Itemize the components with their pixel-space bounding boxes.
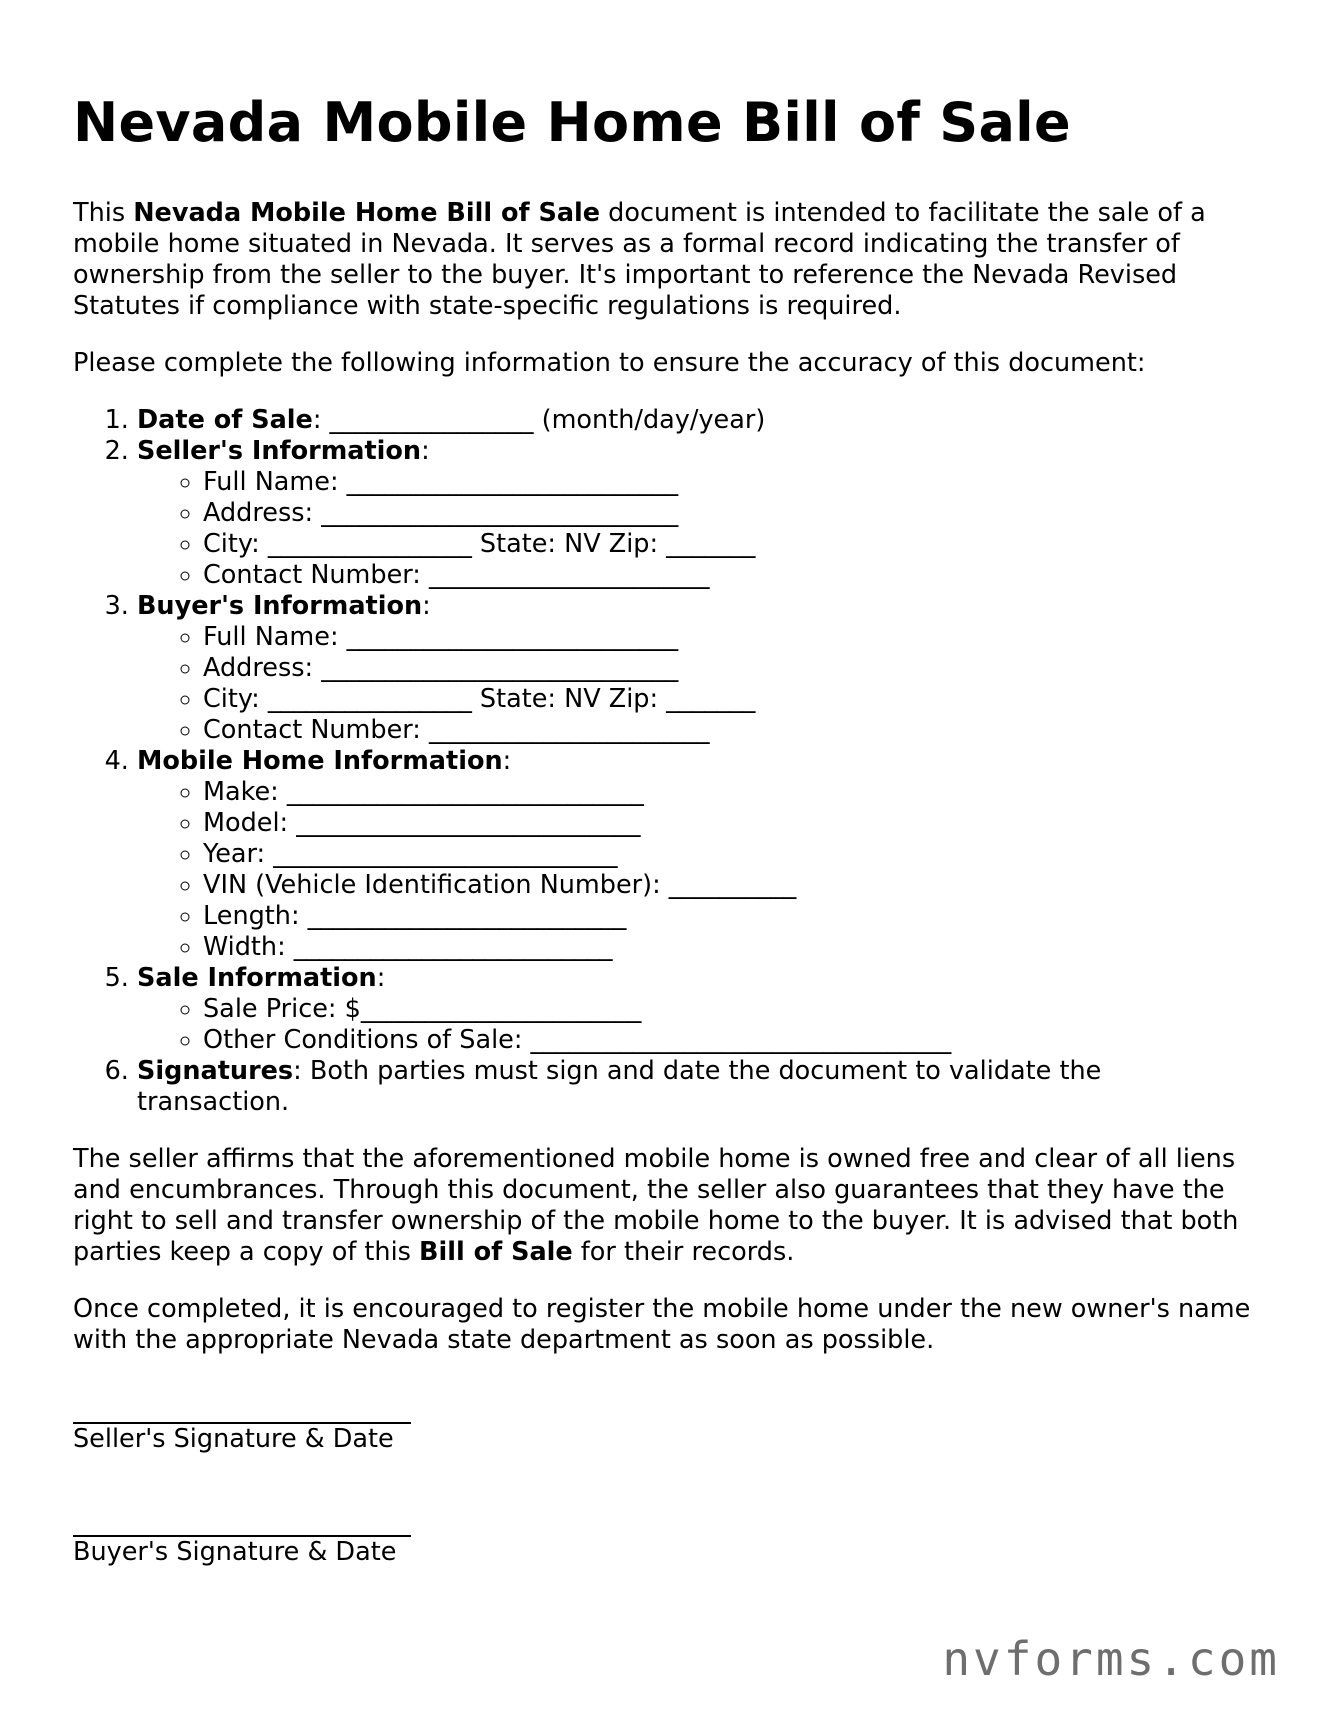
page-title: Nevada Mobile Home Bill of Sale [73,91,1071,154]
colon: : [422,591,431,621]
year-field[interactable]: ◦ Year: ___________________________ [203,839,1253,870]
date-field[interactable]: : ________________ (month/day/year) [312,405,766,435]
mobile-home-label: Mobile Home Information [137,746,503,776]
list-item-seller [137,436,1253,591]
form-items-list [73,405,1253,1118]
seller-full-name-field[interactable]: ◦ Full Name: __________________________ [203,467,1253,498]
vin-field[interactable]: ◦ VIN (Vehicle Identification Number): __________ [203,870,1253,901]
seller-address-field[interactable]: ◦ Address: ____________________________ [203,498,1253,529]
width-field[interactable]: ◦ Width: _________________________ [203,932,1253,963]
colon: : [421,436,430,466]
make-field[interactable]: ◦ Make: ____________________________ [203,777,1253,808]
model-field[interactable]: ◦ Model: ___________________________ [203,808,1253,839]
date-label: Date of Sale [137,405,313,435]
mobile-home-fields [137,777,1253,963]
buyer-label: Buyer's Information [137,591,423,621]
sale-label: Sale Information [137,963,377,993]
seller-signature-line[interactable] [73,1398,411,1424]
intro-prefix: This [73,198,134,228]
other-conditions-field[interactable]: ◦ Other Conditions of Sale: _________________________________ [203,1025,1253,1056]
signatures-label: Signatures [137,1056,294,1086]
buyer-full-name-field[interactable]: ◦ Full Name: __________________________ [203,622,1253,653]
list-item-buyer [137,591,1253,746]
affirmation-prefix: The seller affirms that the aforementioned mobile home is owned free and clear of all liens and encumbrances. Through this document, the seller also guarantees that they have the right to sell and transfer ownership of the mobile home to the buyer. It is advised that both parties keep a copy of this [73,1144,1239,1267]
buyer-contact-field[interactable]: ◦ Contact Number: ______________________ [203,715,1253,746]
colon: : [376,963,386,993]
buyer-signature-line[interactable] [73,1511,411,1537]
affirmation-paragraph [73,1144,1253,1268]
sale-price-field[interactable]: ◦ Sale Price: $______________________ [203,994,1253,1025]
signatures-text: : Both parties must sign and date the document to validate the transaction. [137,1056,1102,1117]
seller-signature-label: Seller's Signature & Date [73,1424,394,1454]
sale-fields [137,994,1253,1056]
buyer-city-field[interactable]: ◦ City: ________________ State: NV Zip: _______ [203,684,1253,715]
footer-watermark: nvforms.com [942,1632,1280,1686]
intro-bold: Nevada Mobile Home Bill of Sale [133,198,601,228]
length-field[interactable]: ◦ Length: _________________________ [203,901,1253,932]
seller-fields [137,467,1253,591]
seller-label: Seller's Information [137,436,422,466]
affirmation-suffix: for their records. [572,1237,795,1267]
buyer-address-field[interactable]: ◦ Address: ____________________________ [203,653,1253,684]
list-item-signatures [137,1056,1253,1118]
list-item-date [137,405,1253,436]
document [73,90,1253,1624]
colon: : [502,746,512,776]
instruction-paragraph: Please complete the following information to ensure the accuracy of this document: [73,348,1146,378]
register-paragraph: Once completed, it is encouraged to register the mobile home under the new owner's name with the appropriate Nevada state department as soon as possible. [73,1294,1251,1355]
buyer-fields [137,622,1253,746]
intro-paragraph [73,198,1253,322]
buyer-signature-label: Buyer's Signature & Date [73,1537,397,1567]
seller-city-field[interactable]: ◦ City: ________________ State: NV Zip: _______ [203,529,1253,560]
signature-block [73,1398,1253,1568]
affirmation-bold: Bill of Sale [419,1237,573,1267]
list-item-mobile-home [137,746,1253,963]
list-item-sale [137,963,1253,1056]
seller-contact-field[interactable]: ◦ Contact Number: ______________________ [203,560,1253,591]
intro-suffix: document is intended to facilitate the sale of a mobile home situated in Nevada. It serves as a formal record indicating the transfer of ownership from the seller to the buyer. It's important to reference the Nevada Revised Statutes if compliance with state-specific regulations is required. [73,198,1206,321]
